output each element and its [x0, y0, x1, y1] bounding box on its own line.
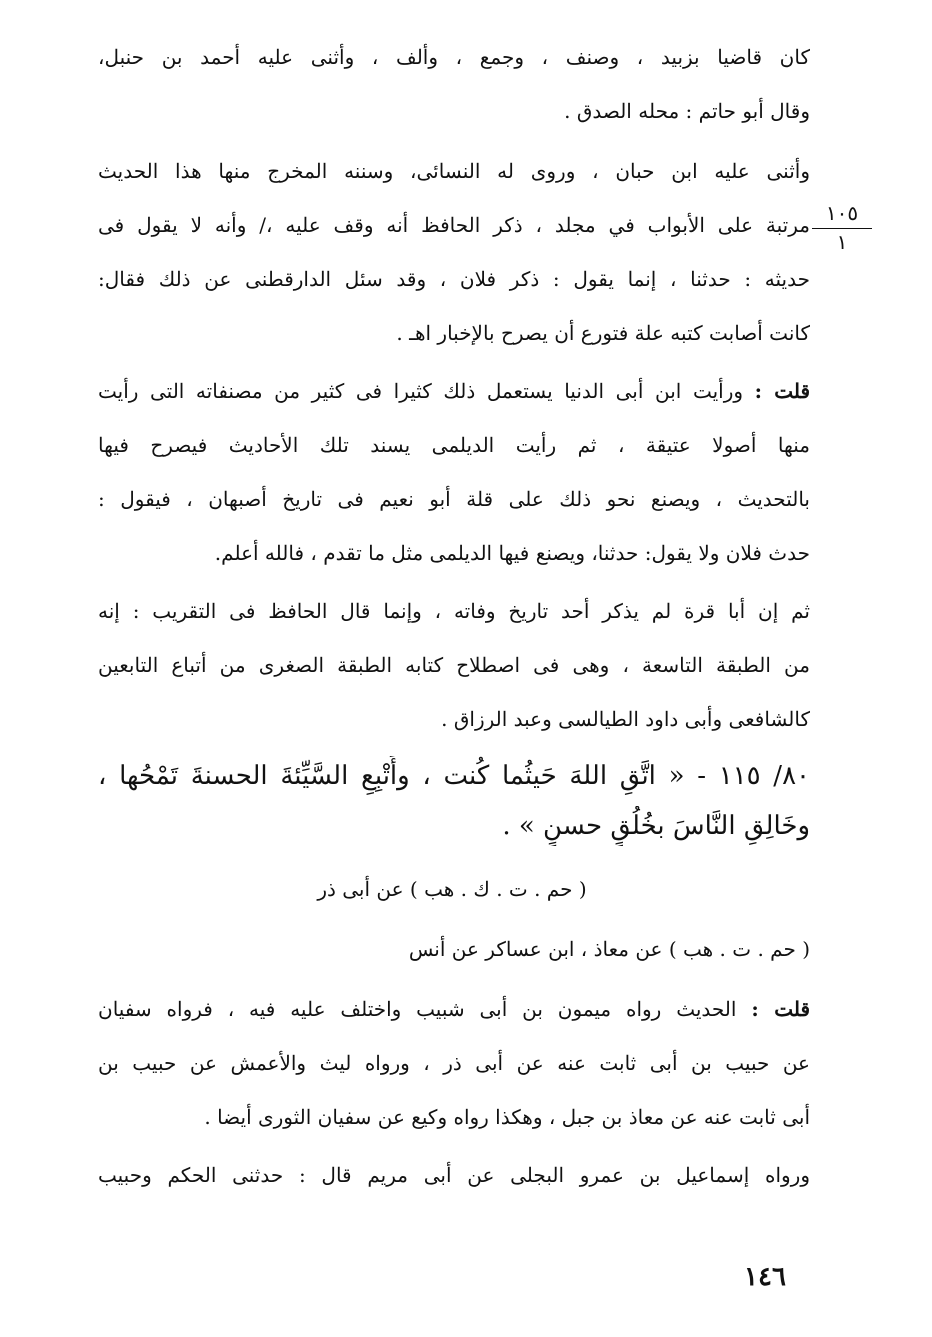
- text-line: بالتحديث ، ويصنع نحو ذلك على قلة أبو نعيم فى تاريخ أصبهان ، فيقول :: [98, 487, 810, 511]
- text-line: عن حبيب بن أبى ثابت عنه عن أبى ذر ، ورواه ليث والأعمش عن حبيب بن: [98, 1051, 810, 1075]
- text-span: الحديث رواه ميمون بن أبى شبيب واختلف عليه فيه ، فرواه سفيان: [98, 997, 737, 1021]
- text-line: [98, 994, 810, 1024]
- text-span: ورأيت ابن أبى الدنيا يستعمل ذلك كثيرا فى كثير من مصنفاته التى رأيت: [98, 379, 744, 403]
- text-line: كان قاضيا بزبيد ، وصنف ، وجمع ، وألف ، وأثنى عليه أحمد بن حنبل،: [98, 45, 810, 69]
- margin-folio-side: ١: [836, 230, 848, 254]
- text-line: كانت أصابت كتبه علة فتورع أن يصرح بالإخبار اهـ .: [396, 321, 810, 345]
- page-number: ١٤٦: [744, 1262, 786, 1292]
- text-line: حديثه : حدثنا ، إنما يقول : ذكر فلان ، وقد سئل الدارقطنى عن ذلك فقال:: [98, 267, 810, 291]
- source-line: ( حم . ت . ك . هب ) عن أبى ذر: [317, 877, 587, 901]
- source-line: ( حم . ت . هب ) عن معاذ ، ابن عساكر عن أنس: [408, 937, 810, 961]
- text-line: منها أصولا عتيقة ، ثم رأيت الديلمى يسند تلك الأحاديث فيصرح فيها: [98, 433, 810, 457]
- text-line: كالشافعى وأبى داود الطيالسى وعبد الرزاق .: [441, 707, 810, 731]
- text-line: [98, 376, 810, 406]
- text-line: ورواه إسماعيل بن عمرو البجلى عن أبى مريم قال : حدثنى الحكم وحبيب: [98, 1163, 810, 1187]
- text-line: وقال أبو حاتم : محله الصدق .: [564, 99, 810, 123]
- text-line: أبى ثابت عنه عن معاذ بن جبل ، وهكذا رواه وكيع عن سفيان الثورى أيضا .: [204, 1105, 810, 1129]
- qultu-keyword: قلت :: [754, 379, 810, 403]
- text-line: وأثنى عليه ابن حبان ، وروى له النسائى، وسننه المخرج منها هذا الحديث: [98, 159, 810, 183]
- margin-manuscript-ref: [812, 200, 872, 255]
- text-line: حدث فلان ولا يقول: حدثنا، ويصنع فيها الديلمى مثل ما تقدم ، فالله أعلم.: [214, 541, 810, 565]
- text-line: ثم إن أبا قرة لم يذكر أحد تاريخ وفاته ، وإنما قال الحافظ فى التقريب : إنه: [98, 599, 810, 623]
- hadith-line: ٨٠/ ١١٥ - « اتَّقِ اللهَ حَيثُما كُنت ، وأَتْبِعِ السَّيِّئةَ الحسنةَ تَمْحُها ،: [98, 761, 810, 791]
- text-line: مرتبة على الأبواب في مجلد ، ذكر الحافظ أنه وقف عليه ،/ وأنه لا يقول فى: [98, 213, 810, 237]
- hadith-line: وخَالِقِ النَّاسَ بخُلُقٍ حسنٍ » .: [502, 811, 810, 841]
- text-line: من الطبقة التاسعة ، وهى فى اصطلاح كتابه الطبقة الصغرى من أتباع التابعين: [98, 653, 810, 677]
- qultu-keyword: قلت :: [751, 997, 810, 1021]
- margin-folio-number: ١٠٥: [812, 200, 872, 229]
